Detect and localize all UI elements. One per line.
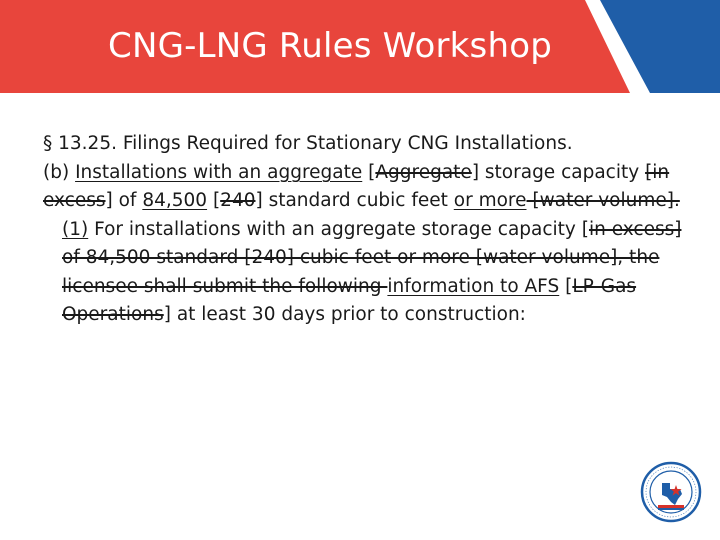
inserted-text: or more xyxy=(453,190,527,211)
para-1-label: (1) xyxy=(62,218,89,240)
bracket-text: [ xyxy=(559,275,573,297)
plain-text: ] of xyxy=(105,190,143,211)
plain-text: ] standard cubic feet xyxy=(255,190,454,211)
paragraph-b xyxy=(43,159,683,216)
plain-text: ] at least 30 days prior to construction: xyxy=(163,304,526,325)
deleted-text: [in excess xyxy=(43,161,670,211)
deleted-text: Aggregate xyxy=(375,161,472,183)
railroad-commission-seal-icon xyxy=(640,461,702,523)
bracket-text: [ xyxy=(207,190,221,211)
inserted-text: Installations with an aggregate xyxy=(75,161,363,183)
paragraph-1 xyxy=(62,216,683,330)
plain-text: ] storage capacity xyxy=(471,161,646,183)
title-bar xyxy=(0,0,720,93)
inserted-text: information to AFS xyxy=(387,275,560,297)
inserted-text: 84,500 xyxy=(142,190,208,211)
slide-body xyxy=(43,130,683,330)
deleted-text: 240 xyxy=(220,190,256,211)
deleted-text: LP-Gas Operations xyxy=(62,275,637,325)
bracket-text: [ xyxy=(362,161,376,183)
deleted-text: in excess] of 84,500 standard [240] cubic feet or more [water volume], the licensee shall submit the following xyxy=(62,218,682,297)
section-heading: § 13.25. Filings Required for Stationary CNG Installations. xyxy=(43,133,573,154)
para-b-label: (b) xyxy=(43,161,76,183)
slide-title: CNG-LNG Rules Workshop xyxy=(108,26,552,66)
plain-text: For installations with an aggregate storage capacity [ xyxy=(88,218,589,240)
deleted-text: [water volume]. xyxy=(526,190,680,211)
